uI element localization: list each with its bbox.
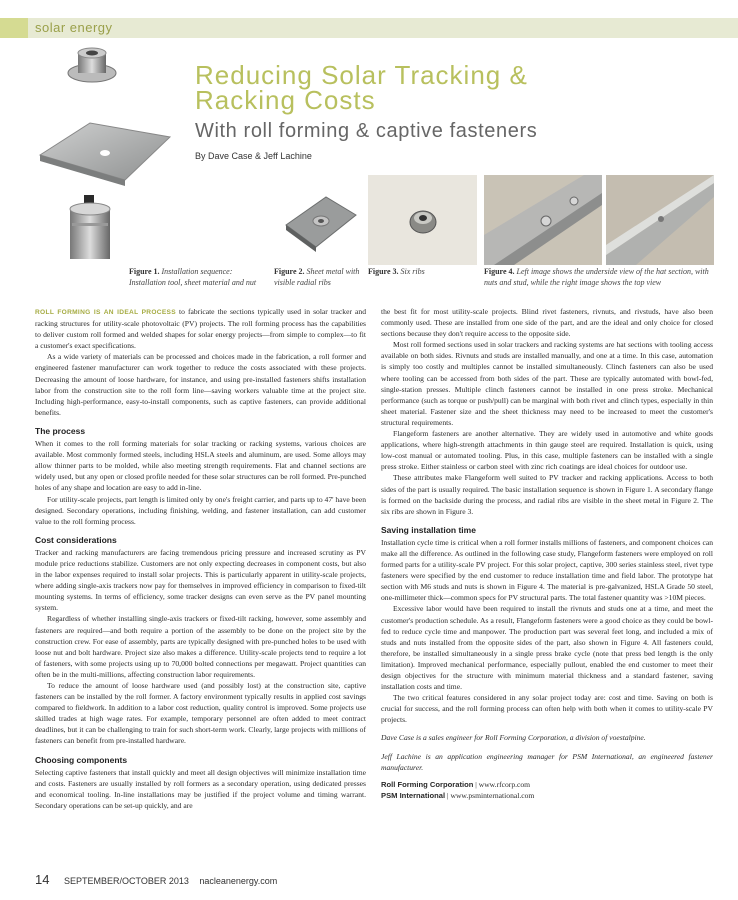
figure-3-caption: Figure 3. Six ribs bbox=[368, 267, 425, 276]
title-line-2: Racking Costs bbox=[195, 85, 376, 115]
section-heading: Saving installation time bbox=[381, 524, 476, 535]
article-byline: By Dave Case & Jeff Lachine bbox=[195, 151, 312, 161]
section-label: solar energy bbox=[35, 20, 113, 35]
paragraph: When it comes to the roll forming materials for solar tracking or racking systems, various choices are available. Most commonly formed steels, including HSLA steels and aluminum, are used. Some alloys may allow thinner parts to be molded, while also meeting strength requirements. Flat and channel sections are widely used, but any open or closed profile needed for these solar structures can be roll formed. Pre-punched holes of any shape and location are easy to add in-line. bbox=[35, 439, 366, 493]
paragraph: Flangeform fasteners are another alternative. They are widely used in automotive and white goods applications, where high-strength attachments in thin gauge steel are required. Installation is quick, using low-cost manual or automated tooling. Plus, in this case, multiple fasteners can be installed with a single press stroke. Either stainless or carbon steel with zinc rich coatings are ideal choices for outdoor use. bbox=[381, 429, 713, 472]
paragraph: Regardless of whether installing single-axis trackers or fixed-tilt racking, however, some assembly and fasteners are required—and both require a portion of the assembly to be done on the project site by the construction crew. For ease of assembly, parts are typically designed with pre-punched holes to be used with loose nut and bolt hardware. Project size also makes a difference. Utility-scale projects tend to require a lot of fasteners, with some projects using up to 70,000 bolted connections per megawatt. Project quantities can often be in the multi-millions, affecting construction labor requirements. bbox=[35, 614, 366, 679]
paragraph: To reduce the amount of loose hardware used (and possibly lost) at the construction site, captive fasteners can be installed by the roll former. A factory environment typically results in applied cost savings compared to fieldwork. In addition to a labor cost reduction, quality control is improved. Some projects use skilled trades at high wage rates. For example, temporary personnel are often added to meet contract deadlines, but it can be challenging to train for such short-term work. Clearly, large projects with millions of fasteners can benefit from pre-installed hardware. bbox=[35, 681, 366, 746]
company-name: PSM International bbox=[381, 790, 446, 800]
company-contact bbox=[381, 779, 713, 790]
figure-4-caption: Figure 4. Left image shows the underside view of the hat section, with nuts and stud, while the right image shows the top view bbox=[484, 267, 709, 287]
section-heading: The process bbox=[35, 425, 86, 436]
figure-4-photo-right bbox=[606, 175, 714, 265]
figure-2-caption: Figure 2. Sheet metal with visible radial ribs bbox=[274, 267, 360, 287]
issue-date: SEPTEMBER/OCTOBER 2013 bbox=[63, 876, 189, 886]
paragraph: ROLL FORMING IS AN IDEAL PROCESS to fabricate the sections typically used in solar tracker and racking structures for utility-scale photovoltaic (PV) projects. The roll forming process has the capabilities to deliver custom roll formed and welded shapes for solar energy projects—from simple to complex—to fit a customer's exact specifications. bbox=[35, 307, 367, 351]
paragraph: Installation cycle time is critical when a roll former installs millions of fasteners, and component choices can make all the difference. As outlined in the following case study, Flangeform fasteners were employed on roll formed parts for a utility-scale PV project. For this solar project, captive, 300 series stainless steel, rivet type fasteners were specified by the end customer to reduce installation time and field labor. The prototype hat section with M6 studs and nuts is shown in Figure 4. The material is pre-galvanized, HSLA Grade 50 steel, one-millimeter thick—common specs for PV structural parts. The total fastener quantity was >10M pieces. bbox=[381, 537, 713, 603]
figure-1-caption: Figure 1. Installation sequence: Installation tool, sheet material and nut bbox=[129, 267, 257, 287]
lead-in: ROLL FORMING IS AN IDEAL PROCESS bbox=[35, 309, 176, 316]
author-bio: Dave Case is a sales engineer for Roll Forming Corporation, a division of voestalpine. bbox=[381, 733, 646, 743]
paragraph: These attributes make Flangeform well suited to PV tracker and racking applications. Access to both sides of the part is usually required. The basic installation sequence is shown in Figure 1. A secondary flange is formed on the backside during the process, and radial ribs are visible in the sheet metal in Figure 2. The six ribs are shown in Figure 3. bbox=[381, 473, 713, 516]
section-header-accent bbox=[0, 18, 28, 38]
hat-section-underside-image bbox=[484, 175, 602, 265]
figure-4-photo-left bbox=[484, 175, 602, 265]
article-title bbox=[195, 60, 715, 115]
paragraph: The two critical features considered in any solar project today are: cost and time. Saving on both is crucial for success, and the roll forming process can often help with both when it comes to utility-scale PV projects. bbox=[381, 693, 713, 725]
company-url[interactable]: | www.rfcorp.com bbox=[473, 779, 531, 789]
paragraph: Tracker and racking manufacturers are facing tremendous pricing pressure and increased scrutiny as PV module price reductions stabilize. Customers are not only expecting decreases in component costs, but also in the labor expenses required to install solar projects. This is particularly apparent in utility-scale projects, where adding single-axis trackers now pay for themselves in improved efficiency in comparison to fixed-tilt mounting systems. In terms of efficiency, some tracker designs can even serve as the PV panel mounting system. bbox=[35, 547, 366, 613]
author-bio: Jeff Lachine is an application engineering manager for PSM International, an engineered fastener manufacturer. bbox=[381, 751, 713, 772]
company-url[interactable]: | www.psminternational.com bbox=[445, 790, 535, 800]
section-header-bar bbox=[0, 18, 738, 38]
article-subtitle: With roll forming & captive fasteners bbox=[195, 120, 538, 142]
body-column-right bbox=[381, 306, 713, 801]
sheet-metal-image bbox=[274, 175, 364, 265]
paragraph: As a wide variety of materials can be processed and choices made in the fabrication, a roll former and engineered fastener manufacturer can work together to reduce the costs associated with these projects. Decreasing the amount of loose hardware, for instance, and using pre-installed fasteners shifts installation labor from the construction site to the roll form line—saving workers valuable time at the project site. Including high-performance, easy-to-install components, such as captive fasteners, can provide additional benefits. bbox=[35, 352, 366, 417]
company-contact bbox=[381, 790, 713, 801]
six-ribs-image bbox=[368, 175, 477, 265]
title-line-1: Reducing Solar Tracking & bbox=[195, 60, 528, 90]
paragraph: the best fit for most utility-scale projects. Blind rivet fasteners, rivnuts, and rivstuds, have also been commonly used. These are installed from one side of the part, and are the ideal and only choice for closed sections because they don't require access to the opposite side. bbox=[381, 307, 713, 339]
magazine-website[interactable]: nacleanenergy.com bbox=[199, 876, 278, 886]
section-heading: Cost considerations bbox=[35, 534, 117, 545]
paragraph: Excessive labor would have been required to install the rivnuts and studs one at a time, and meet the customer's production schedule. As a result, Flangeform fasteners were a good choice as they could be bowl-fed to reduce cycle time and manpower. The production part was several feet long, and included a mix of studs and nuts installed from the opposite sides of the part, also shown in Figure 4. All fasteners could, therefore, be installed simultaneously in a single press brake cycle (note that press bed length is the only limitation). Improved mechanical performance, especially pullout, enabled the end customer to meet their design objectives for the structure with minimum material thickness and a standard fastener, saving installation costs and time. bbox=[381, 604, 713, 692]
page-footer bbox=[35, 872, 277, 887]
page-number: 14 bbox=[35, 872, 50, 887]
paragraph: Selecting captive fasteners that install quickly and meet all design objectives will minimize installation time and costs. Fasteners are usually installed by roll formers as a secondary operation, using dedicated presses and economical tooling. In-line installations may be justified if the project volume and timing warrant. Secondary operations can be set-up quickly, and are bbox=[35, 767, 366, 810]
section-heading: Choosing components bbox=[35, 754, 128, 765]
body-column-left bbox=[35, 306, 366, 811]
paragraph: For utility-scale projects, part length is limited only by one's freight carrier, and parts up to 47' have been designed. Secondary operations, including finishing, welding, and fastener installation, can add customer value to the roll forming process. bbox=[35, 494, 366, 526]
hat-section-top-image bbox=[606, 175, 714, 265]
paragraph: Most roll formed sections used in solar trackers and racking systems are hat sections with tooling access available on both sides. Rivnuts and studs are installed manually, and one at a time. In this case, automation is simply too costly and multiples cannot be installed simultaneously. Clinch fasteners can also be used where tooling can be accessed from both sides of the part. These are typically automated with bowl-fed, single-station presses. Multiple clinch fasteners cannot be installed in one press stroke. Mechanical performance (such as torque or push/pull) can be marginal with both rivet and clinch types, especially in thin sheet material. Fastener size and the sheet thickness may need to be increased to meet the customer's structural requirements. bbox=[381, 340, 713, 427]
installation-sequence-image bbox=[30, 45, 190, 260]
company-name: Roll Forming Corporation bbox=[381, 779, 474, 789]
figure-2-photo bbox=[274, 175, 364, 265]
figure-3-photo bbox=[368, 175, 477, 265]
figure-1-photo bbox=[30, 45, 190, 260]
